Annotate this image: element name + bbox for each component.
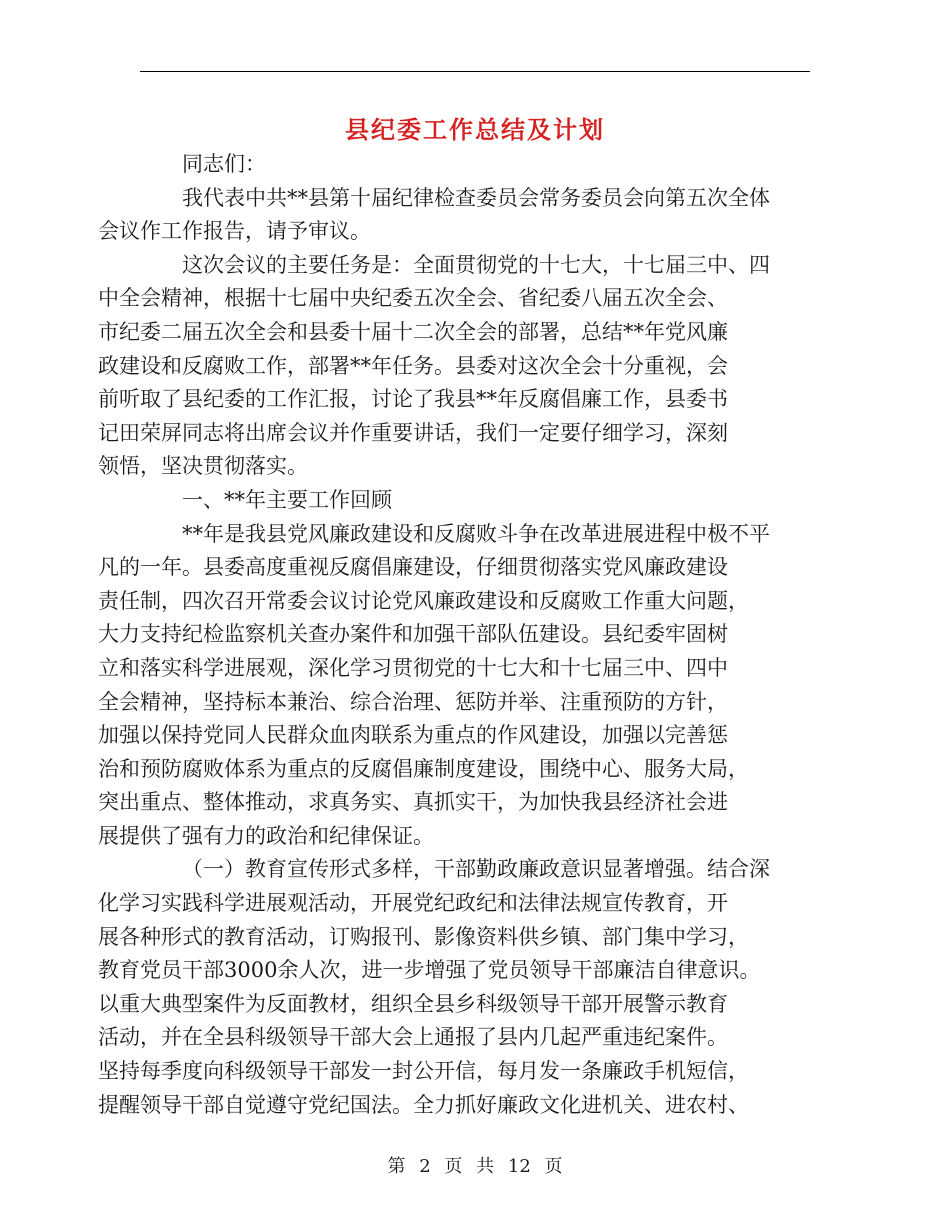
text-line: 展各种形式的教育活动，订购报刊、影像资料供乡镇、部门集中学习， bbox=[98, 924, 749, 949]
text-line: 政建设和反腐败工作，部署**年任务。县委对这次全会十分重视，会 bbox=[98, 353, 728, 378]
text-line: 市纪委二届五次全会和县委十届十二次全会的部署，总结**年党风廉 bbox=[98, 319, 728, 344]
text-line: 前听取了县纪委的工作汇报，讨论了我县**年反腐倡廉工作，县委书 bbox=[98, 387, 728, 412]
document-title: 县纪委工作总结及计划 bbox=[345, 115, 605, 144]
text-line: 凡的一年。县委高度重视反腐倡廉建设，仔细贯彻落实党风廉政建设 bbox=[98, 555, 728, 580]
paragraph bbox=[140, 484, 810, 518]
text-line: 教育党员干部3000余人次，进一步增强了党员领导干部廉洁自律意识。 bbox=[98, 958, 761, 983]
footer-suffix: 页 bbox=[544, 1156, 563, 1177]
text-line: 同志们： bbox=[182, 152, 266, 176]
text-line: 责任制，四次召开常委会议讨论党风廉政建设和反腐败工作重大问题， bbox=[98, 588, 749, 613]
text-line: 会议作工作报告，请予审议。 bbox=[98, 219, 371, 244]
text-line: 提醒领导干部自觉遵守党纪国法。全力抓好廉政文化进机关、进农村、 bbox=[98, 1092, 749, 1117]
footer-total-label: 共 bbox=[476, 1156, 495, 1177]
text-line: 展提供了强有力的政治和纪律保证。 bbox=[98, 823, 434, 848]
text-line: 加强以保持党同人民群众血肉联系为重点的作风建设，加强以完善惩 bbox=[98, 723, 728, 748]
paragraph bbox=[98, 182, 810, 249]
text-line: 中全会精神，根据十七届中央纪委五次全会、省纪委八届五次全会、 bbox=[98, 286, 728, 311]
text-line: 记田荣屏同志将出席会议并作重要讲话，我们一定要仔细学习，深刻 bbox=[98, 420, 728, 445]
text-line: 突出重点、整体推动，求真务实、真抓实干，为加快我县经济社会进 bbox=[98, 790, 728, 815]
text-line: 领悟，坚决贯彻落实。 bbox=[98, 454, 308, 479]
header-rule bbox=[140, 71, 810, 72]
paragraph bbox=[98, 249, 810, 484]
text-line: 以重大典型案件为反面教材，组织全县乡科级领导干部开展警示教育 bbox=[98, 991, 728, 1016]
page-footer bbox=[0, 1152, 950, 1178]
text-line: 立和落实科学进展观，深化学习贯彻党的十七大和十七届三中、四中 bbox=[98, 655, 728, 680]
text-line: 治和预防腐败体系为重点的反腐倡廉制度建设，围绕中心、服务大局， bbox=[98, 756, 749, 781]
text-line: **年是我县党风廉政建设和反腐败斗争在改革进展进程中极不平 bbox=[182, 521, 770, 546]
document-body bbox=[98, 148, 810, 1122]
footer-total-pages: 12 bbox=[507, 1156, 531, 1177]
paragraph bbox=[98, 853, 810, 1122]
text-line: 化学习实践科学进展观活动，开展党纪政纪和法律法规宣传教育，开 bbox=[98, 891, 728, 916]
text-line: 大力支持纪检监察机关查办案件和加强干部队伍建设。县纪委牢固树 bbox=[98, 622, 728, 647]
footer-page-number: 2 bbox=[419, 1156, 431, 1177]
footer-page-label: 页 bbox=[444, 1156, 463, 1177]
text-line: 我代表中共**县第十届纪律检查委员会常务委员会向第五次全体 bbox=[182, 185, 770, 210]
text-line: （一）教育宣传形式多样，干部勤政廉政意识显著增强。结合深 bbox=[182, 857, 770, 882]
paragraph bbox=[98, 518, 810, 854]
text-line: 全会精神，坚持标本兼治、综合治理、惩防并举、注重预防的方针， bbox=[98, 689, 728, 714]
text-line: 活动，并在全县科级领导干部大会上通报了县内几起严重违纪案件。 bbox=[98, 1025, 728, 1050]
text-line: 这次会议的主要任务是：全面贯彻党的十七大，十七届三中、四 bbox=[182, 252, 770, 277]
paragraph bbox=[140, 148, 810, 182]
text-line: 坚持每季度向科级领导干部发一封公开信，每月发一条廉政手机短信， bbox=[98, 1059, 749, 1084]
text-line: 一、**年主要工作回顾 bbox=[182, 487, 392, 512]
footer-prefix: 第 bbox=[387, 1156, 406, 1177]
